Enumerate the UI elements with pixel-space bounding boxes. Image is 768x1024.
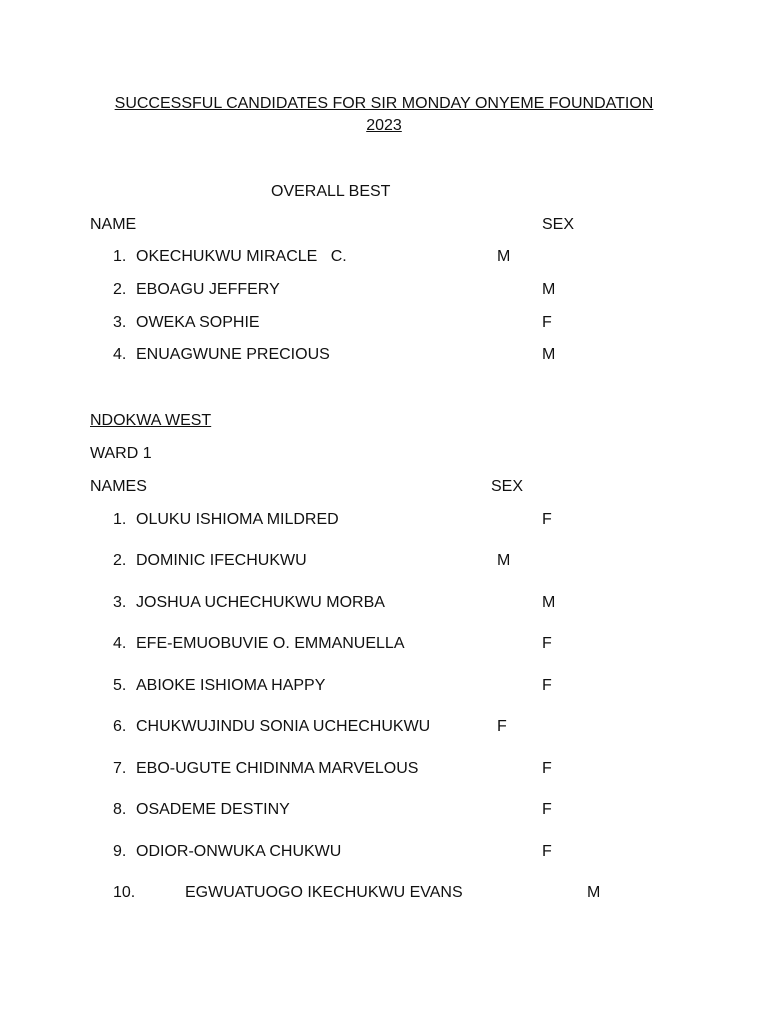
list-item-sex: F [542,760,552,777]
list-item-sex: M [542,346,556,363]
list-item-number: 10. [113,884,136,901]
list-item-name: EFE-EMUOBUVIE O. EMMANUELLA [136,635,405,652]
list-item-number: 6. [113,718,127,735]
overall-best-name-header: NAME [90,216,137,233]
list-item-number: 5. [113,677,127,694]
list-item-number: 3. [113,314,127,331]
list-item-sex: F [542,677,552,694]
list-item-name: JOSHUA UCHECHUKWU MORBA [136,594,385,611]
list-item-sex: M [587,884,601,901]
list-item-sex: M [497,248,511,265]
list-item-number: 4. [113,635,127,652]
list-item-name: ODIOR-ONWUKA CHUKWU [136,843,342,860]
document-title-line2: 2023 [366,117,402,134]
document-title-line1: SUCCESSFUL CANDIDATES FOR SIR MONDAY ONYEME FOUNDATION [114,95,654,112]
list-item-sex: M [542,594,556,611]
list-item-name: EGWUATUOGO IKECHUKWU EVANS [185,884,463,901]
list-item-name: OWEKA SOPHIE [136,314,260,331]
list-item-sex: M [497,552,511,569]
ndokwa-west-sex-header: SEX [491,478,524,495]
overall-best-sex-header: SEX [542,216,575,233]
ward-label: WARD 1 [90,445,152,462]
list-item-name: OLUKU ISHIOMA MILDRED [136,511,339,528]
ndokwa-west-names-header: NAMES [90,478,147,495]
list-item-name: DOMINIC IFECHUKWU [136,552,307,569]
list-item-name: ABIOKE ISHIOMA HAPPY [136,677,326,694]
list-item-number: 7. [113,760,127,777]
list-item-sex: F [542,314,552,331]
list-item-number: 4. [113,346,127,363]
list-item-number: 2. [113,552,127,569]
list-item-name: CHUKWUJINDU SONIA UCHECHUKWU [136,718,431,735]
list-item-name: EBO-UGUTE CHIDINMA MARVELOUS [136,760,419,777]
list-item-name: OSADEME DESTINY [136,801,290,818]
list-item-sex: F [542,635,552,652]
list-item-sex: F [497,718,507,735]
list-item-sex: F [542,511,552,528]
list-item-number: 1. [113,248,127,265]
list-item-sex: M [542,281,556,298]
list-item-sex: F [542,801,552,818]
list-item-name: EBOAGU JEFFERY [136,281,280,298]
list-item-sex: F [542,843,552,860]
ndokwa-west-heading: NDOKWA WEST [90,412,212,429]
list-item-number: 3. [113,594,127,611]
list-item-number: 9. [113,843,127,860]
list-item-number: 1. [113,511,127,528]
list-item-number: 2. [113,281,127,298]
overall-best-heading: OVERALL BEST [271,183,391,200]
list-item-name: ENUAGWUNE PRECIOUS [136,346,330,363]
list-item-number: 8. [113,801,127,818]
list-item-name: OKECHUKWU MIRACLE C. [136,248,347,265]
